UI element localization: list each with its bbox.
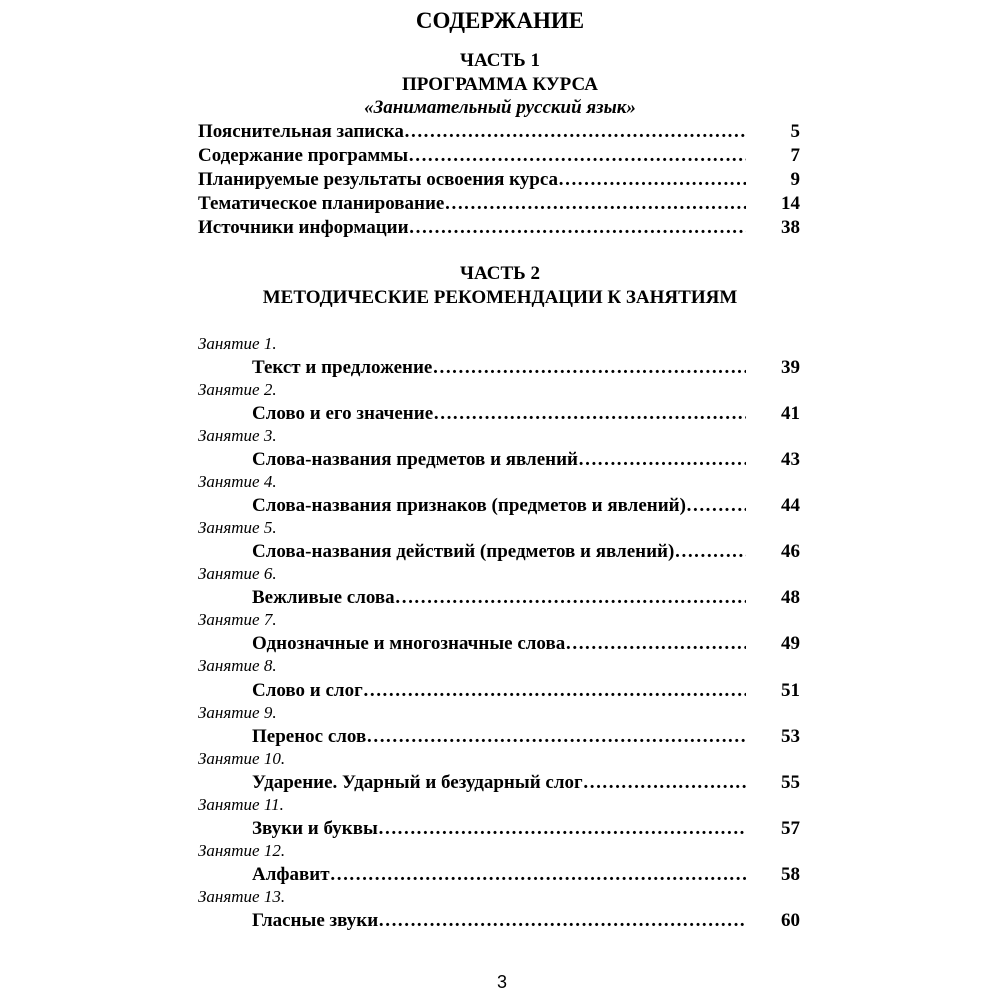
toc-page-number: 57 <box>781 818 800 839</box>
toc-entry-text: Текст и предложение …………………………………………………………………………………………………………………………………… <box>252 357 746 378</box>
toc-entry-text: Слова-названия предметов и явлений …………………………………………………………………………………………………………………………………… <box>252 449 746 470</box>
lesson-label: Занятие 9. <box>198 703 277 722</box>
toc-entry[interactable] <box>252 495 746 517</box>
toc-page-number: 43 <box>781 449 800 470</box>
lesson-label: Занятие 8. <box>198 656 277 675</box>
part1-label: ЧАСТЬ 1 <box>460 50 540 71</box>
toc-entry[interactable] <box>252 587 746 609</box>
toc-entry-text: Слова-названия признаков (предметов и явлений) …………………………………………………………………………………………………………………………………… <box>252 495 746 516</box>
toc-entry-text: Слова-названия действий (предметов и явлений) …………………………………………………………………………………………………………………………………… <box>252 541 746 562</box>
toc-entry[interactable] <box>198 217 746 239</box>
toc-entry[interactable] <box>252 818 746 840</box>
toc-entry[interactable] <box>252 449 746 471</box>
lesson-label: Занятие 3. <box>198 426 277 445</box>
toc-entry-text: Гласные звуки …………………………………………………………………………………………………………………………………… <box>252 910 746 931</box>
toc-page-number: 46 <box>781 541 800 562</box>
page-title: СОДЕРЖАНИЕ <box>415 8 585 33</box>
toc-page-number: 53 <box>781 726 800 747</box>
toc-entry-text: Содержание программы …………………………………………………………………………………………………………………………………… <box>198 145 746 166</box>
lesson-label: Занятие 7. <box>198 610 277 629</box>
toc-page-number: 14 <box>781 193 800 214</box>
toc-page-number: 49 <box>781 633 800 654</box>
lesson-label: Занятие 4. <box>198 472 277 491</box>
toc-entry-text: Источники информации …………………………………………………………………………………………………………………………………… <box>198 217 746 238</box>
toc-entry[interactable] <box>198 193 746 215</box>
toc-page-number: 55 <box>781 772 800 793</box>
toc-entry[interactable] <box>252 541 746 563</box>
toc-entry-text: Планируемые результаты освоения курса …………………………………………………………………………………………………………………………………… <box>198 169 746 190</box>
toc-page-number: 7 <box>790 145 800 166</box>
toc-page-number: 41 <box>781 403 800 424</box>
toc-entry[interactable] <box>198 145 746 167</box>
lesson-label: Занятие 11. <box>198 795 284 814</box>
toc-entry-text: Ударение. Ударный и безударный слог …………………………………………………………………………………………………………………………………… <box>252 772 746 793</box>
toc-entry-text: Перенос слов …………………………………………………………………………………………………………………………………… <box>252 726 746 747</box>
toc-entry-text: Вежливые слова …………………………………………………………………………………………………………………………………… <box>252 587 746 608</box>
toc-entry[interactable] <box>252 726 746 748</box>
lesson-label: Занятие 6. <box>198 564 277 583</box>
toc-entry[interactable] <box>252 633 746 655</box>
toc-entry[interactable] <box>252 910 746 932</box>
toc-page-number: 44 <box>781 495 800 516</box>
toc-page-number: 39 <box>781 357 800 378</box>
toc-page-number: 38 <box>781 217 800 238</box>
toc-entry[interactable] <box>252 772 746 794</box>
toc-entry[interactable] <box>252 357 746 379</box>
toc-entry-text: Слово и слог …………………………………………………………………………………………………………………………………… <box>252 680 746 701</box>
part2-heading: МЕТОДИЧЕСКИЕ РЕКОМЕНДАЦИИ К ЗАНЯТИЯМ <box>262 287 738 308</box>
lesson-label: Занятие 2. <box>198 380 277 399</box>
toc-entry[interactable] <box>252 403 746 425</box>
toc-page-number: 58 <box>781 864 800 885</box>
page-number: 3 <box>496 972 507 992</box>
toc-entry[interactable] <box>252 864 746 886</box>
lesson-label: Занятие 10. <box>198 749 286 768</box>
toc-entry-text: Однозначные и многозначные слова …………………………………………………………………………………………………………………………………… <box>252 633 746 654</box>
lesson-label: Занятие 13. <box>198 887 286 906</box>
toc-entry[interactable] <box>252 680 746 702</box>
toc-entry-text: Слово и его значение …………………………………………………………………………………………………………………………………… <box>252 403 746 424</box>
part1-subheading: «Занимательный русский язык» <box>364 97 636 118</box>
lesson-label: Занятие 5. <box>198 518 277 537</box>
toc-page-number: 51 <box>781 680 800 701</box>
part1-heading: ПРОГРАММА КУРСА <box>401 74 599 95</box>
toc-page-number: 48 <box>781 587 800 608</box>
part2-label: ЧАСТЬ 2 <box>460 263 540 284</box>
toc-entry-text: Пояснительная записка …………………………………………………………………………………………………………………………………… <box>198 121 746 142</box>
lesson-label: Занятие 1. <box>198 334 277 353</box>
toc-entry-text: Тематическое планирование …………………………………………………………………………………………………………………………………… <box>198 193 746 214</box>
toc-entry[interactable] <box>198 121 746 143</box>
lesson-label: Занятие 12. <box>198 841 286 860</box>
toc-entry[interactable] <box>198 169 746 191</box>
toc-page-number: 9 <box>790 169 800 190</box>
toc-entry-text: Звуки и буквы …………………………………………………………………………………………………………………………………… <box>252 818 746 839</box>
toc-page-number: 5 <box>790 121 800 142</box>
toc-entry-text: Алфавит …………………………………………………………………………………………………………………………………… <box>252 864 746 885</box>
toc-page-number: 60 <box>781 910 800 931</box>
